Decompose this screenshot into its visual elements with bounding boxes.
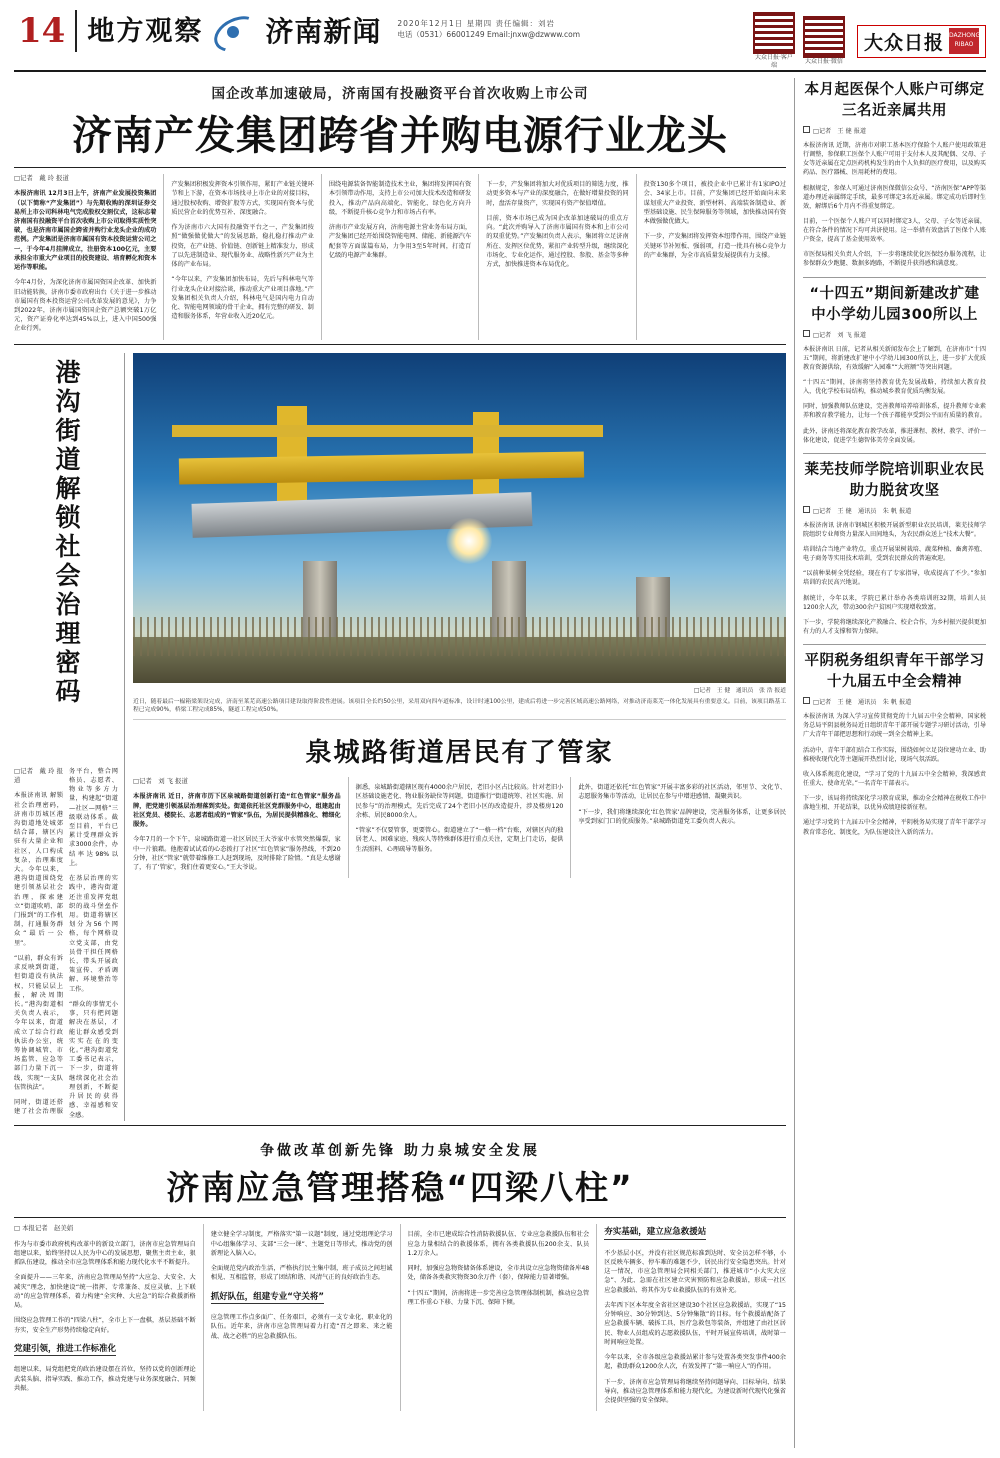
paragraph: “十四五”期间，济南将进一步完善应急管理体制机制，推动应急管理工作重心下移、力量下沉、保障下倾。 [407, 1289, 590, 1307]
story2-col-2 [356, 777, 564, 878]
middle-band [14, 353, 786, 1121]
paragraph: 去年西下区本年度全省社区建设30个社区应急救援站，实现了“15分钟响应、30分钟到达、5分钟集散”的目标。每个救援站配备了应急救援车辆、破拆工具、医疗急救包等装备，并组建了由社区居民、物业人员组成的志愿救援队伍，平时开展宣传培训，战时第一时间响应处置。 [604, 1301, 786, 1346]
vertical-headline: 港沟街道解锁社会治理密码 [52, 358, 81, 707]
paragraph: 本报济南讯 日前，记者从相关新闻发布会上了解到，在济南市“十四五”期间，将新建改扩建中小学幼儿园300所以上，进一步扩大优质教育资源供给，有效缓解“入园难”“大班额”等突出问题。 [803, 345, 986, 371]
right-body-2 [803, 345, 986, 445]
lead-body [14, 174, 786, 340]
page-number: 14 [18, 11, 66, 51]
paragraph: 济南市产业发展方向，济南电源主营业务布局方面，产发集团已经开始围绕智能电网、储能、新能源汽车配套等方面谋篇布局，力争用3至5年时间，打造百亿级的电源产业集群。 [328, 224, 472, 259]
masthead-divider [75, 10, 77, 52]
lead-byline: □记者 戴 玲 报道 [14, 174, 69, 182]
paragraph: 本报济南讯 12月3日上午，济南产业发展投资集团（以下简称“产发集团”）与先期收购的深圳证券交易所上市公司科林电气完成股权交割仪式，这标志着济南国有投融资平台首次收购上市公司取得实质性突破，也是济南市属国企跨省并购行业龙头企业的成功范例。产发集团是济南市属国有资本投资运营公司之一，于今年4月挂牌成立，注册资本100亿元，主要承担全市重大产业项目的投资建设、培育孵化和资本运作等职能。 [14, 190, 157, 272]
record-icon [803, 506, 810, 513]
vertical-byline: □记者 戴 玲 报道 [14, 766, 63, 785]
paragraph: 围绕电源装备智能制造技术主业，集团将发挥国有资本引领带动作用，支持上市公司加大技术改造和研发投入，推动产品向高端化、智能化、绿色化方向升级，不断提升核心竞争力和市场占有率。 [328, 181, 472, 216]
paragraph: 本报济南讯 解锁社会治理密码，济南市历城区港沟街道地处城郊结合部，辖区内驻有大量企业和社区，人口构成复杂，治理难度大。今年以来，港沟街道围绕党建引领基层社会治理，探索建立“街道吹哨、部门报到”的工作机制，打通服务群众“最后一公里”。 [14, 792, 63, 947]
story3-col-3 [408, 1224, 590, 1411]
story2-col-1 [133, 777, 341, 878]
brand-sub: DAZHONG RIBAO [949, 28, 979, 54]
paragraph: 今年7月的一个下午，泉城路街道一社区居民王大爷家中水管突然爆裂，家中一片狼藉。他抱着试试看的心态拨打了社区“红色管家”服务热线，不到20分钟，社区“管家”就带着维修工人赶到现场，及时排除了险情。“真是太感谢了，有了‘管家’，我们住着更安心。”王大爷说。 [133, 836, 341, 871]
story3-headline: 济南应急管理搭稳“四梁八柱” [166, 1168, 634, 1208]
contact-line: 电话（0531）66001249 Email:jnxw@dzwww.com [397, 30, 581, 39]
right-byline-1: □记者 王 健 报道 [803, 126, 986, 135]
paragraph: 今年4月份，为深化济南市属国资国企改革、加快新旧动能转换，济南市委市政府出台《关于进一步推动市属国有资本投资运营公司改革发展的意见》，力争到2022年，济南市属国资国企资产总额突破1万亿元，资产证券化率达到45%以上，进入中国500强企业行列。 [14, 279, 157, 333]
qr-code-icon[interactable] [753, 12, 795, 54]
paragraph: 不少基层小区，并没有社区规范标准到达时、安全员怎样不够，小区反映车辆多、停车难的难题不少，居民出行安全隐患突出。针对这一情况，市应急管理局会同相关部门，推进城市“小大灾大应急”、为此、急需在社区建立灾害预防和应急救援站，形成一社区应急救援站、将其作为专业救援队伍的有效补充。 [604, 1249, 786, 1294]
lead-col-3 [329, 174, 471, 340]
right-body-3 [803, 521, 986, 636]
brand-name: 大众日报 [863, 31, 944, 54]
paragraph: 收入体系规范化建设，“学习了党的十九届五中全会精神，我深感责任重大、使命光荣。”一名青年干部表示。 [803, 770, 986, 787]
paragraph: 下一步，产发集团将加大对优质项目的筛选力度，推动更多资本与产业的深度融合，在做好增量投资的同时，盘活存量资产，实现国有资产保值增值。 [486, 181, 629, 207]
paragraph: 市医保局相关负责人介绍，下一步将继续优化医保经办服务流程，让参保群众少跑腿、数据多跑路，不断提升获得感和满意度。 [803, 251, 986, 268]
qr-caption-wechat: 大众日报·微信 [805, 58, 843, 65]
record-icon [803, 697, 810, 704]
right-headline-2: “十四五”期间新建改扩建中小学幼儿园300所以上 [809, 285, 980, 323]
divider [14, 167, 786, 168]
paragraph: 目前，资本市场已成为国企改革加速破局的重点方向。“此次并购导入了济南市属国有资本和上市公司的双重优势。”产发集团负责人表示，集团将立足济南所在、发挥区位优势，紧扣产业转型升级，继续深化市场化、专业化运作，通过控股、参股、基金等多种方式，加快推进资本布局优化。 [486, 214, 629, 268]
masthead-right [753, 10, 986, 70]
right-byline-2: □记者 刘 飞 报道 [803, 330, 986, 339]
paragraph: 今年以来，全市各级应急救援站累计参与处置各类突发事件400余起，救助群众1200余人次，有效发挥了“第一响应人”的作用。 [604, 1354, 786, 1371]
lead-col-1 [14, 174, 156, 340]
right-headline-4: 平阴税务组织青年干部学习十九届五中全会精神 [804, 653, 985, 691]
paragraph: 组建以来，局党组把党的政治建设摆在首位，坚持以党的创新理论武装头脑、指导实践、推动工作，推动党建与业务深度融合、同频共振。 [14, 1366, 196, 1392]
story3-subhead-3: 夯实基础，建立应急救援站 [604, 1228, 706, 1239]
paragraph: 应急管理工作点多面广、任务艰巨，必须有一支专业化、职业化的队伍。近年来，济南市应急管理局着力打造“召之即来、来之能战、战之必胜”的应急救援队伍。 [210, 1314, 393, 1340]
story2-body [133, 777, 786, 878]
right-column [794, 78, 986, 1448]
divider [803, 644, 986, 645]
paragraph: “十四五”期间，济南将坚持教育优先发展战略，持续加大教育投入，优化学校布局结构，推动城乡教育优质均衡发展。 [803, 378, 986, 396]
paragraph: 建立健全学习制度，严格落实“第一议题”制度，通过党组理论学习中心组集体学习、支部“三会一课”、主题党日等形式，推动党的创新理论入脑入心。 [210, 1231, 393, 1257]
masthead [14, 10, 986, 72]
masthead-meta [397, 18, 580, 40]
paragraph: 本报济南讯 近日，济南市历下区泉城路街道创新打造“红色管家”服务品牌，把党建引领基层治理落到实处。街道依托社区党群服务中心，组建起由社区党员、楼院长、志愿者组成的“管家”队伍，为居民提供精准化、精细化服务。 [133, 793, 341, 828]
lead-headline: 济南产发集团跨省并购电源行业龙头 [72, 113, 728, 159]
lead-col-5 [644, 174, 786, 340]
paragraph: 作为济南市六大国有投融资平台之一，产发集团按照“做强做优做大”的发展思路，稳扎稳打推动产业投资，在产业链、价值链、创新链上精准发力，形成了以先进制造业、现代服务业、战略性新兴产业为主体的产业布局。 [171, 224, 314, 268]
record-icon [803, 330, 810, 337]
right-item-3 [803, 460, 986, 636]
story2-headline: 泉城路街道居民有了管家 [305, 738, 614, 768]
paragraph: 通过学习党的十九届五中全会精神，平阴税务局实现了青年干部学习教育常态化、制度化，为队伍建设注入新的活力。 [803, 819, 986, 836]
story3-body [14, 1224, 786, 1411]
paragraph: “以前种果树全凭经验，现在有了专家指导，收成提高了不少。”参加培训的农民高兴地说。 [803, 570, 986, 587]
paragraph: 在基层治理的实践中，港沟街道还注重发挥党组织的战斗堡垒作用。街道将辖区划分为56个网格，每个网格设立党支部，由党员骨干担任网格长，带头开展政策宣传、矛盾调解、环境整治等工作。 [69, 875, 118, 993]
divider [14, 344, 786, 345]
vertical-story-body [14, 767, 118, 1121]
paragraph: 此外，街道还依托“红色管家”开展丰富多彩的社区活动，邻里节、文化节、志愿服务集市等活动，让居民在参与中增进感情、凝聚共识。 [578, 784, 787, 801]
issue-date: 2020年12月1日 星期四 责任编辑：刘岩 [397, 19, 556, 28]
paragraph: 目前，全市已建成综合性消防救援队伍、专业应急救援队伍和社会应急力量相结合的救援体系，拥有各类救援队伍200余支、队员1.2万余人。 [407, 1231, 590, 1257]
section-title: 地方观察 [87, 16, 204, 47]
story3-col-4 [604, 1224, 786, 1411]
divider [14, 1125, 786, 1126]
qr-block-app [753, 12, 795, 70]
paragraph: 同时，加强教师队伍建设，完善教师培养培训体系，提升教师专业素养和教育教学能力，让每一个孩子都能享受到公平而有质量的教育。 [803, 403, 986, 420]
right-headline-1: 本月起医保个人账户可绑定三名近亲属共用 [804, 82, 985, 119]
right-body-4 [803, 712, 986, 836]
paragraph: 下一步，学院将继续深化产教融合、校企合作，为乡村振兴提供更加有力的人才支撑和智力保障。 [803, 618, 986, 636]
paragraph: 本报济南讯 近期，济南市对职工基本医疗保险个人账户使用政策进行调整，参保职工医保个人账户可用于支付本人及其配偶、父母、子女等近亲属在定点医药机构发生的由个人负担的医疗费用，以及购买药品、医疗器械、医用耗材的费用。 [803, 142, 986, 177]
story2-col-3 [578, 777, 786, 878]
divider [803, 453, 986, 454]
right-item-4 [803, 651, 986, 837]
paragraph: 本报济南讯 为深入学习宣传贯彻党的十九届五中全会精神，国家税务总局平阴县税务局近日组织青年干部开展专题学习研讨活动，引导广大青年干部把思想和行动统一到全会精神上来。 [803, 713, 986, 739]
paragraph: 下一步，产发集团将发挥资本纽带作用，围绕产业链关键环节补短板、强弱项，打造一批具有核心竞争力的产业集群，为全市高质量发展提供有力支撑。 [643, 233, 787, 259]
paragraph: 本报济南讯 济南市钢城区积极开展新型职业农民培训，莱芜技师学院组织专业师资力量深入田间地头，为农民群众送上“技术大餐”。 [803, 521, 986, 538]
main-column [14, 78, 794, 1448]
photo-and-story2 [125, 353, 786, 1121]
right-item-2 [803, 284, 986, 445]
story3-subhead-1: 党建引领，推进工作标准化 [14, 1345, 116, 1356]
story2-byline: □记者 刘 飞 报道 [133, 777, 188, 785]
brand-logo [857, 25, 986, 58]
story3-kicker: 争做改革创新先锋 助力泉城安全发展 [260, 1143, 540, 1160]
right-byline-3: □记者 王 健 通讯员 朱 帆 报道 [803, 506, 986, 515]
right-byline-4: □记者 王 健 通讯员 朱 帆 报道 [803, 697, 986, 706]
right-body-1 [803, 141, 986, 268]
paragraph: 目前，一个医保个人账户可以同时绑定3人，父母、子女等近亲属，在符合条件的情况下均可共济使用。这一举措有效盘活了医保个人账户资金，提高了基金使用效率。 [803, 217, 986, 244]
paragraph: 围绕应急管理工作的“四梁八柱”，全市上下一盘棋，基层基础不断夯实，安全生产形势持续稳定向好。 [14, 1317, 196, 1334]
paragraph: “以前，群众有诉求反映到街道，但街道没有执法权，只能层层上报，解决周期长。”港沟街道相关负责人表示，今年以来，街道成立了综合行政执法办公室，统筹协调城管、市场监管、应急等部门力量下沉一线，实现“一支队伍管执法”。 [14, 955, 63, 1091]
paragraph: 同时，加强应急物资储备体系建设，全市共设立应急物资储备库48处，储备各类救灾物资30余万件（套），保障能力显著增强。 [407, 1265, 590, 1282]
story3-subhead-2: 抓好队伍，组建专业“守关将” [211, 1293, 324, 1304]
paragraph: 全面提升——三年来，济南应急管理局坚持“大应急、大安全、大减灾”理念，加快建设“统一指挥、专常兼备、反应灵敏、上下联动”的应急管理体系，着力构建“全灾种、大应急”的综合救援新格局。 [14, 1274, 196, 1310]
lead-kicker: 国企改革加速破局，济南国有投融资平台首次收购上市公司 [211, 86, 589, 102]
right-headline-3: 莱芜技师学院培训职业农民助力脱贫攻坚 [804, 461, 985, 499]
paragraph: 下一步，济南市应急管理局将继续坚持问题导向、目标导向、结果导向，推动应急管理体系和能力现代化，为建设新时代现代化强省会提供坚强的安全保障。 [604, 1378, 786, 1405]
lead-col-4 [486, 174, 628, 340]
qr-block-wechat [803, 16, 845, 66]
paragraph: 全面规范党内政治生活，严格执行民主集中制，班子成员之间坦诚相见、互相监督，形成了团结和谐、风清气正的良好政治生态。 [210, 1265, 393, 1282]
record-icon [803, 126, 810, 133]
page-content [14, 78, 986, 1448]
paragraph: 根据规定，参保人可通过济南医保微信公众号、“济南医保”APP等渠道办理近亲属绑定手续，最多可绑定3名近亲属。绑定成功后即时生效，解绑后6个月内不得重复绑定。 [803, 184, 986, 210]
paragraph: “下一步，我们将继续深化‘红色管家’品牌建设，完善服务体系，让更多居民享受到家门口的优质服务。”泉城路街道党工委负责人表示。 [578, 808, 787, 825]
vertical-story [14, 353, 125, 1121]
story3-col-1 [14, 1224, 196, 1411]
jinan-news-logo-icon [213, 12, 257, 52]
qr-code-icon[interactable] [803, 16, 845, 58]
paragraph: 投资130多个项目，被投企业中已累计有1家IPO过会、34家上市。目前，产发集团已经开始面向未来谋划重大产业投资、新型材料、高端装备制造业、新型基础设施、民生保障服务等领域，加快推动国有资本做强做优做大。 [643, 181, 787, 225]
bridge-construction-photo [133, 353, 786, 683]
divider [14, 1217, 786, 1218]
story3-byline: □ 本报记者 赵美娟 [14, 1224, 74, 1233]
paragraph: 下一步，该局将持续深化学习教育成果，推动全会精神在税收工作中落地生根、开花结果，以优异成绩迎接新征程。 [803, 795, 986, 812]
photo-caption: 近日，随着最后一榀箱梁架设完成，济南至莱芜高速公路项目建设取得阶段性进展。该项目全长约50公里，采用双向四车道标准，设计时速100公里，建成后将进一步完善区域高速公路网络，对推动济南莱芜一体化发展具有重要意义。目前，该项目路基工程已完成90%，桥梁工程完成85%，隧道工程完成50%。 [133, 698, 786, 720]
divider [803, 277, 986, 278]
qr-caption-app: 大众日报·客户端 [755, 54, 793, 69]
lead-col-2 [171, 174, 313, 340]
paragraph: “管家”不仅要管事，更要管心。街道建立了“一格一档”台账，对辖区内的独居老人、困难家庭、残疾人等特殊群体进行重点关注，定期上门走访，提供生活照料、心理疏导等服务。 [355, 827, 564, 853]
paragraph: 此外，济南还将深化教育教学改革，推进课程、教材、教学、评价一体化建设，促进学生德智体美劳全面发展。 [803, 427, 986, 444]
paragraph: “群众的事情无小事，只有把问题解决在基层，才能让群众感受到实实在在的变化。”港沟街道党工委书记表示，下一步，街道将继续深化社会治理创新，不断提升居民的获得感、幸福感和安全感。 [69, 1001, 118, 1119]
photo-credit: □记者 王 健 通讯员 张 浩 报道 [693, 687, 786, 694]
paragraph: 产发集团积极发挥资本引领作用，紧盯产业链关键环节和上下游，在资本市场找寻上市企业的对接目标，通过股权收购、增资扩股等方式，实现国有资本与优质民营企业的优势互补、深度融合。 [171, 181, 314, 216]
paragraph: 据悉，泉城路街道辖区现有4000余户居民，老旧小区占比较高。针对老旧小区基础设施老化、物业服务缺位等问题，街道推行“街道统筹、社区实施、居民参与”的治理模式，先后完成了24个老旧小区的改造提升，涉及楼房120余栋、居民8000余人。 [355, 784, 564, 819]
paragraph: 培训结合当地产业特点，重点开展果树栽培、蔬菜种植、畜禽养殖、电子商务等实用技术培训，受到农民群众的普遍欢迎。 [803, 546, 986, 563]
right-item-1 [803, 80, 986, 269]
story3-col-2 [211, 1224, 393, 1411]
paragraph: 活动中，青年干部们结合工作实际，围绕如何立足岗位建功立业、助推税收现代化等主题展开热烈讨论，现场气氛活跃。 [803, 746, 986, 763]
paragraph: 同时，街道还搭建了社会治理服务平台，整合网格员、志愿者、物业等多方力量，构建起“街道—社区—网格”三级联动体系。截至目前，平台已累计受理群众诉求3000余件，办结率达98%以上。 [14, 767, 118, 1116]
paper-name: 济南新闻 [265, 15, 382, 48]
paragraph: 据统计，今年以来，学院已累计举办各类培训班32期，培训人员1200余人次，带动300余户贫困户实现增收致富。 [803, 594, 986, 611]
paragraph: 作为与市委市政府机构改革中的新设立部门，济南市应急管理局自组建以来，始终坚持以人民为中心的发展思想，聚焦主责主业，狠抓队伍建设，推动全市应急管理体系和能力现代化水平不断提升。 [14, 1240, 196, 1267]
paragraph: “今年以来，产发集团加快布局，先后与科林电气等行业龙头企业对接洽谈，推动重大产业项目落地。”产发集团相关负责人介绍，科林电气是国内电力自动化、智能电网领域的骨干企业，拥有完整的研发、制造和服务体系，年营业收入近20亿元。 [171, 276, 314, 321]
